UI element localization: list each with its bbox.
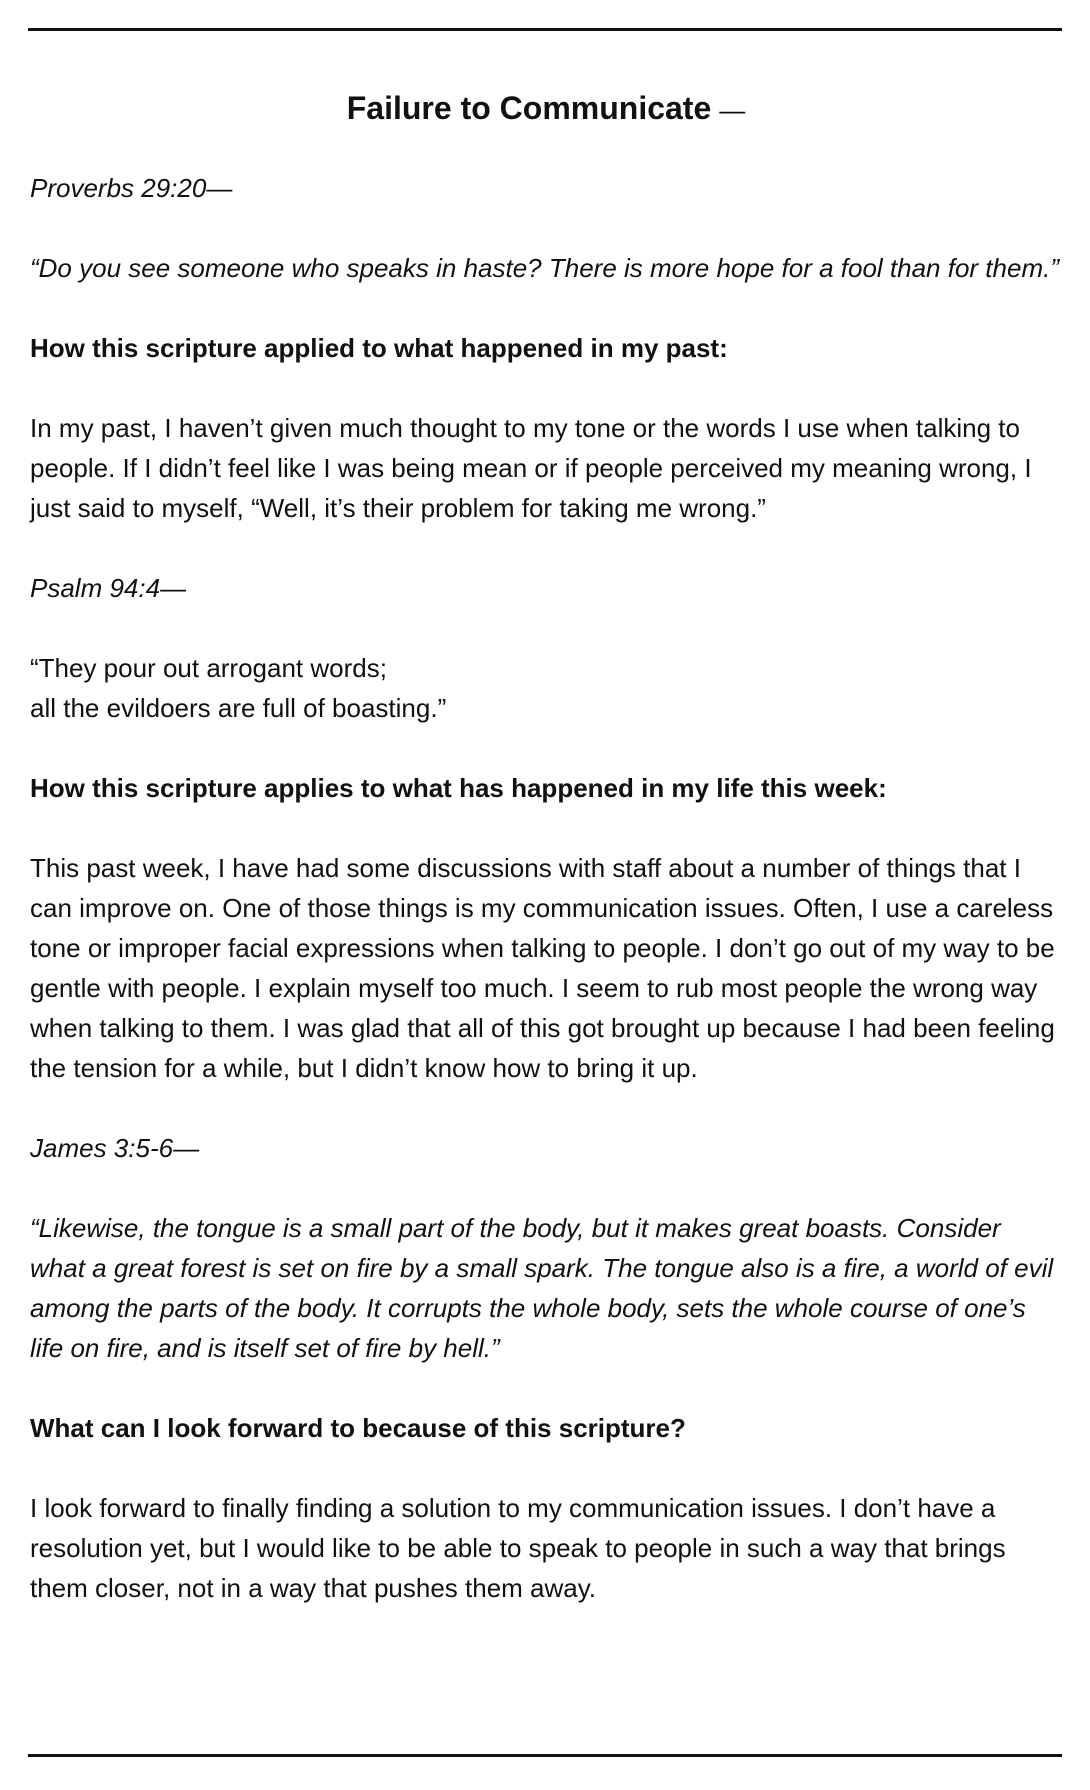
scripture-reference-1: Proverbs 29:20— [30,173,233,203]
scripture-quote-2-line-2: all the evildoers are full of boasting.” [30,693,447,723]
section-heading-week: How this scripture applies to what has happened in my life this week: [30,773,887,803]
bottom-divider [28,1754,1062,1757]
section-body-past: In my past, I haven’t given much thought to my tone or the words I use when talking to people. If I didn’t feel like I was being mean or if people perceived my meaning wrong, I just said to myself, “Well, it’s their problem for taking me wrong.” [30,413,1032,523]
scripture-reference-2: Psalm 94:4— [30,573,187,603]
section-heading-past: How this scripture applied to what happened in my past: [30,333,728,363]
page-title [30,84,1062,134]
scripture-reference-3: James 3:5-6— [30,1133,200,1163]
section-body-week: This past week, I have had some discussions with staff about a number of things that I can improve on. One of those things is my communication issues. Often, I use a careless tone or improper facial expressions when talking to people. I don’t go out of my way to be gentle with people. I explain myself too much. I seem to rub most people the wrong way when talking to them. I was glad that all of this got brought up because I had been feeling the tension for a while, but I didn’t know how to bring it up. [30,853,1055,1083]
scripture-quote-1: “Do you see someone who speaks in haste? There is more hope for a fool than for them.” [30,253,1059,283]
top-divider [28,28,1062,31]
scripture-quote-3: “Likewise, the tongue is a small part of the body, but it makes great boasts. Consider what a great forest is set on fire by a small spark. The tongue also is a fire, a world of evil among the parts of the body. It corrupts the whole body, sets the whole course of one’s life on fire, and is itself set of fire by hell.” [30,1213,1054,1363]
title-text: Failure to Communicate [346,90,712,126]
title-dash: — [719,95,746,125]
document-body [30,84,1062,1648]
scripture-quote-2-line-1: “They pour out arrogant words; [30,653,387,683]
section-body-future: I look forward to finally finding a solution to my communication issues. I don’t have a resolution yet, but I would like to be able to speak to people in such a way that brings them closer, not in a way that pushes them away. [30,1493,1006,1603]
scripture-quote-2 [30,648,1062,728]
section-heading-future: What can I look forward to because of this scripture? [30,1413,686,1443]
